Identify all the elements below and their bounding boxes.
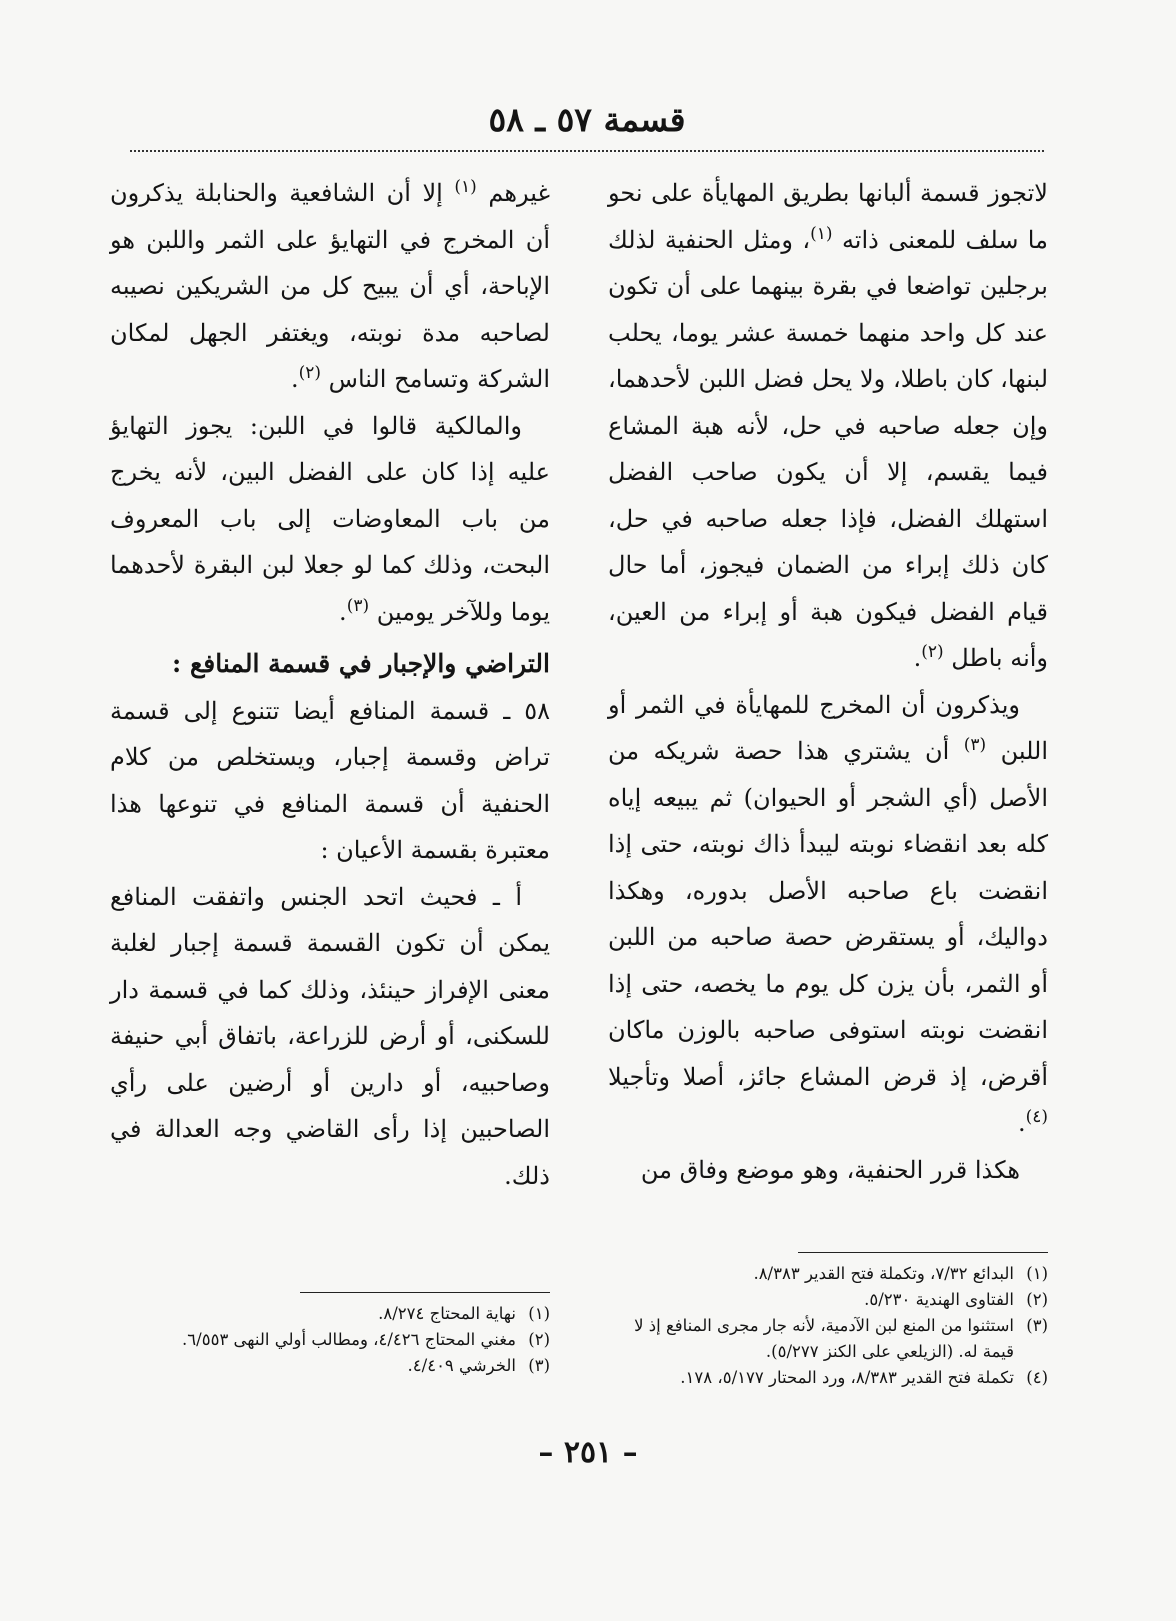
footnote-item (608, 1313, 1048, 1365)
paragraph: ٥٨ ـ قسمة المنافع أيضا تتنوع إلى قسمة تراض وقسمة إجبار، ويستخلص من كلام الحنفية أن قسمة المنافع في تنوعها هذا معتبرة بقسمة الأعيان : (110, 696, 550, 864)
paragraph-text: لاتجوز قسمة ألبانها بطريق المهايأة على نحو ما سلف للمعنى ذاته (608, 179, 1048, 254)
paragraph-text: هكذا قرر الحنفية، وهو موضع وفاق من (640, 1155, 1020, 1184)
footnote-divider (798, 1252, 1048, 1253)
footnotes-right (608, 1252, 1048, 1391)
footnote-text: الفتاوى الهندية ٥/٢٣٠. (864, 1290, 1014, 1309)
footnote-marker: (١) (810, 223, 833, 244)
footnote-marker: (٣) (346, 595, 370, 616)
paragraph: لاتجوز قسمة ألبانها بطريق المهايأة على نحو ما سلف للمعنى ذاته $^{(١)}$، ومثل الحنفية لذلك برجلين تواضعا في بقرة بينهما على أن تكون عند كل واحد منهما خمسة عشر يوما، يحلب لبنها، كان باطلا، ولا يحل فضل اللبن لأحدهما، وإن جعله صاحبه في حل، لأنه هبة المشاع فيما يقسم، إلا أن يكون صاحب الفضل استهلك الفضل، فإذا جعله صاحبه في حل، كان ذلك إبراء من الضمان فيجوز، أما حال قيام الفضل فيكون هبة أو إبراء من العين، وأنه باطل $^{(٢)}$. (608, 179, 1048, 672)
footnote-number: (٣) (528, 1356, 550, 1375)
page-header (130, 100, 1044, 156)
footnote-number: (٣) (1026, 1316, 1048, 1335)
footnote-number: (٢) (528, 1330, 550, 1349)
paragraph: غيرهم $^{(١)}$ إلا أن الشافعية والحنابلة يذكرون أن المخرج في التهايؤ على الثمر واللبن هو الإباحة، أي أن يبيح كل من الشريكين نصيبه لصاحبه مدة نوبته، ويغتفر الجهل لمكان الشركة وتسامح الناس $^{(٢)}$. (110, 177, 551, 393)
footnote-item (608, 1365, 1048, 1391)
footnote-number: (١) (528, 1304, 550, 1323)
right-text-column (608, 170, 1048, 1193)
paragraph-text: غيرهم (488, 179, 551, 207)
footnote-text: البدائع ٧/٣٢، وتكملة فتح القدير ٨/٣٨٣. (753, 1264, 1014, 1283)
paragraph-text: ويذكرون أن المخرج للمهايأة في الثمر أو اللبن (608, 690, 1049, 765)
footnote-item (110, 1353, 550, 1379)
page-title: قسمة ٥٧ ـ ٥٨ (488, 100, 686, 139)
paragraph-text: إلا أن الشافعية والحنابلة يذكرون أن المخرج في التهايؤ على الثمر واللبن هو الإباحة، أي أن يبيح كل من الشريكين نصيبه لصاحبه مدة نوبته، ويغتفر الجهل لمكان الشركة وتسامح الناس (110, 179, 551, 393)
footnote-marker: (١) (454, 177, 477, 197)
footnote-text: مغني المحتاج ٤/٤٢٦، ومطالب أولي النهى ٦/٥٥٣. (182, 1330, 516, 1349)
paragraph: ويذكرون أن المخرج للمهايأة في الثمر أو اللبن $^{(٣)}$ أن يشتري هذا حصة شريكه من الأصل (أي الشجر أو الحيوان) ثم يبيعه إياه كله بعد انقضاء نوبته ليبدأ ذاك نوبته، حتى إذا انقضت باع صاحبه الأصل بدوره، وهكذا دواليك، أو يستقرض حصة صاحبه من اللبن أو الثمر، بأن يزن كل يوم ما يخصه، حتى إذا انقضت نوبته استوفى صاحبه بالوزن ماكان أقرض، إذ قرض المشاع جائز، أصلا وتأجيلا $^{(٤)}$. (608, 690, 1049, 1137)
header-dotted-divider (130, 150, 1044, 152)
footnote-text: الخرشي ٤/٤٠٩. (407, 1356, 516, 1375)
footnote-number: (١) (1026, 1264, 1048, 1283)
footnote-text: نهاية المحتاج ٨/٢٧٤. (378, 1304, 516, 1323)
paragraph-text: والمالكية قالوا في اللبن: يجوز التهايؤ عليه إذا كان على الفضل البين، لأنه يخرج من باب المعاوضات إلى باب المعروف البحت، وذلك كما لو جعلا لبن البقرة لأحدهما يوما وللآخر يومين (110, 411, 550, 626)
footnote-divider (300, 1292, 550, 1293)
footnote-marker: (٣) (963, 735, 987, 755)
footnote-item (608, 1287, 1048, 1313)
footnote-item (110, 1327, 550, 1353)
footnote-text: تكملة فتح القدير ٨/٣٨٣، ورد المحتار ٥/١٧٧، ١٧٨. (680, 1368, 1014, 1387)
footnote-item (110, 1301, 550, 1327)
footnote-marker: (٢) (921, 642, 944, 662)
page-number: – ٢٥١ – (538, 1435, 638, 1470)
footnotes-left (110, 1292, 550, 1379)
paragraph-text: ، ومثل الحنفية لذلك برجلين تواضعا في بقرة بينهما على أن تكون عند كل واحد منهما خمسة عشر يوما، يحلب لبنها، كان باطلا، ولا يحل فضل اللبن لأحدهما، وإن جعله صاحبه في حل، لأنه هبة المشاع فيما يقسم، إلا أن يكون صاحب الفضل استهلك الفضل، فإذا جعله صاحبه في حل، كان ذلك إبراء من الضمان فيجوز، أما حال قيام الفضل فيكون هبة أو إبراء من العين، وأنه باطل (608, 225, 1048, 672)
left-text-column (110, 170, 550, 1199)
paragraph: أ ـ فحيث اتحد الجنس واتفقت المنافع يمكن أن تكون القسمة قسمة إجبار لغلبة معنى الإفراز حينئذ، وذلك كما في قسمة دار للسكنى، أو أرض للزراعة، باتفاق أبي حنيفة وصاحبيه، أو دارين أو أرضين على رأي الصاحبين إذا رأى القاضي وجه العدالة في ذلك. (110, 882, 550, 1190)
footnote-number: (٢) (1026, 1290, 1048, 1309)
section-heading: التراضي والإجبار في قسمة المنافع : (172, 649, 550, 678)
footnote-marker: (٤) (1025, 1107, 1048, 1127)
paragraph-text: أن يشتري هذا حصة شريكه من الأصل (أي الشجر أو الحيوان) ثم يبيعه إياه كله بعد انقضاء نوبته ليبدأ ذاك نوبته، حتى إذا انقضت باع صاحبه الأصل بدوره، وهكذا دواليك، أو يستقرض حصة صاحبه من اللبن أو الثمر، بأن يزن كل يوم ما يخصه، حتى إذا انقضت نوبته استوفى صاحبه بالوزن ماكان أقرض، إذ قرض المشاع جائز، أصلا وتأجيلا (608, 737, 1048, 1091)
footnote-number: (٤) (1026, 1368, 1048, 1387)
footnote-text: استثنوا من المنع لبن الآدمية، لأنه جار مجرى المنافع إذ لا قيمة له. (الزيلعي على الكنز ٥/٢٧٧). (634, 1316, 1014, 1361)
footnote-item (608, 1261, 1048, 1287)
footnote-marker: (٢) (298, 363, 321, 383)
paragraph (608, 1147, 1048, 1194)
paragraph: والمالكية قالوا في اللبن: يجوز التهايؤ عليه إذا كان على الفضل البين، لأنه يخرج من باب المعاوضات إلى باب المعروف البحت، وذلك كما لو جعلا لبن البقرة لأحدهما يوما وللآخر يومين $^{(٣)}$. (110, 411, 550, 626)
